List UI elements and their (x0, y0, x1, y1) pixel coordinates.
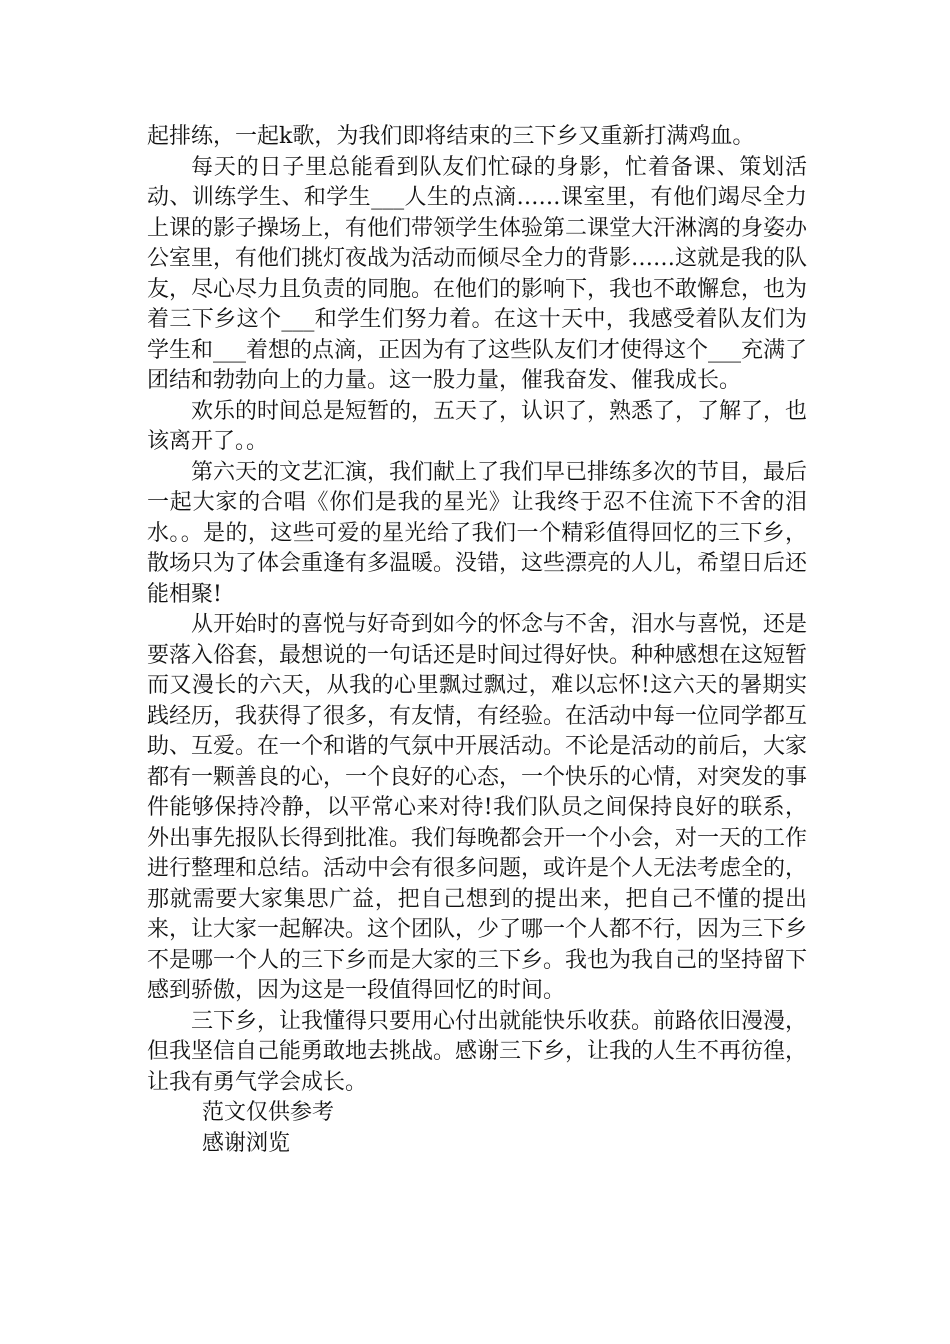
document-page (147, 122, 807, 1159)
paragraph-farewell: 欢乐的时间总是短暂的，五天了，认识了，熟悉了，了解了，也该离开了。。 (147, 398, 808, 454)
closing-note-reference: 范文仅供参考 (202, 1100, 335, 1125)
paragraph-teammates: 每天的日子里总能看到队友们忙碌的身影，忙着备课、策划活动、训练学生、和学生___人生的点滴……课室里，有他们竭尽全力上课的影子操场上，有他们带领学生体验第二课堂大汗淋漓的身姿办公室里，有他们挑灯夜战为活动而倾尽全力的背影……这就是我的队友，尽心尽力且负责的同胞。在他们的影响下，我也不敢懈怠，也为着三下乡这个___和学生们努力着。在这十天中，我感受着队友们为学生和___着想的点滴，正因为有了这些队友们才使得这个___充满了团结和勃勃向上的力量。这一股力量，催我奋发、催我成长。 (147, 154, 808, 393)
paragraph-performance: 第六天的文艺汇演，我们献上了我们早已排练多次的节目，最后一起大家的合唱《你们是我的星光》让我终于忍不住流下不舍的泪水。。是的，这些可爱的星光给了我们一个精彩值得回忆的三下乡，散场只为了体会重逢有多温暖。没错，这些漂亮的人儿，希望日后还能相聚! (147, 459, 808, 607)
paragraph-continued: 起排练，一起k歌，为我们即将结束的三下乡又重新打满鸡血。 (147, 124, 755, 149)
paragraph-conclusion: 三下乡，让我懂得只要用心付出就能快乐收获。前路依旧漫漫，但我坚信自己能勇敢地去挑战。感谢三下乡，让我的人生不再彷徨，让我有勇气学会成长。 (147, 1008, 808, 1095)
paragraph-reflection: 从开始时的喜悦与好奇到如今的怀念与不舍，泪水与喜悦，还是要落入俗套，最想说的一句话还是时间过得好快。种种感想在这短暂而又漫长的六天，从我的心里飘过飘过，难以忘怀!这六天的暑期实践经历，我获得了很多，有友情，有经验。在活动中每一位同学都互助、互爱。在一个和谐的气氛中开展活动。不论是活动的前后，大家都有一颗善良的心，一个良好的心态，一个快乐的心情，对突发的事件能够保持冷静，以平常心来对待!我们队员之间保持良好的联系，外出事先报队长得到批准。我们每晚都会开一个小会，对一天的工作进行整理和总结。活动中会有很多问题，或许是个人无法考虑全的，那就需要大家集思广益，把自己想到的提出来，把自己不懂的提出来，让大家一起解决。这个团队，少了哪一个人都不行，因为三下乡不是哪一个人的三下乡而是大家的三下乡。我也为我自己的坚持留下感到骄傲，因为这是一段值得回忆的时间。 (147, 612, 808, 1003)
closing-note-thanks: 感谢浏览 (202, 1130, 291, 1156)
